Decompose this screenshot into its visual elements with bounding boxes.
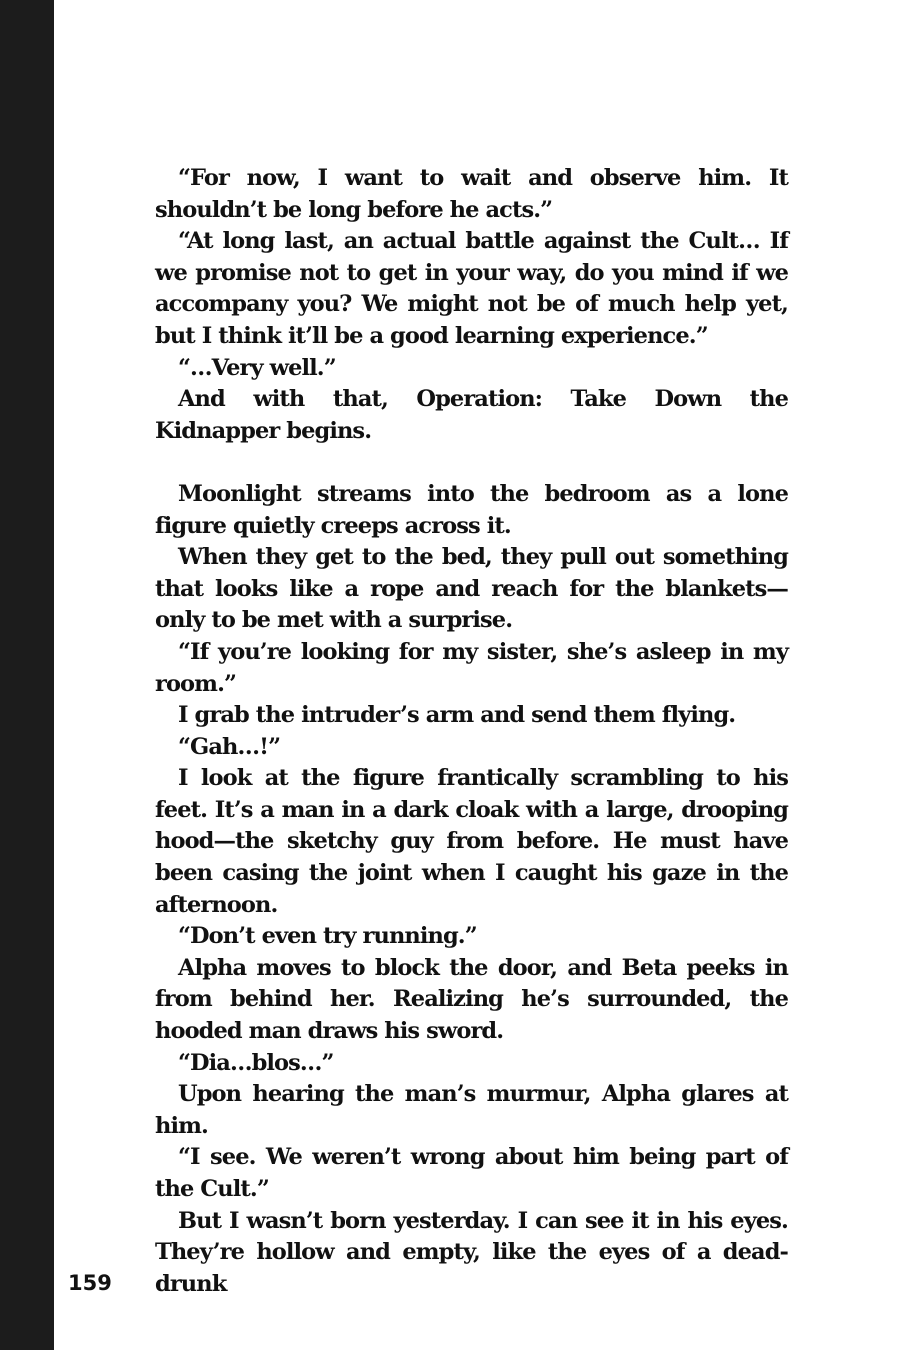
page-gutter-edge xyxy=(0,0,54,1350)
paragraph: But I wasn’t born yesterday. I can see it in his eyes. They’re hollow and empty, like the eyes of a dead-drunk xyxy=(155,1207,788,1297)
paragraph: “I see. We weren’t wrong about him being part of the Cult.” xyxy=(155,1144,788,1202)
paragraph: “Dia…blos…” xyxy=(178,1049,334,1076)
paragraph: “At long last, an actual battle against the Cult… If we promise not to get in your way, do you mind if we accompany you? We might not be of much help yet, but I think it’ll be a good learning experience.” xyxy=(155,228,788,349)
paragraph: I grab the intruder’s arm and send them flying. xyxy=(178,702,736,729)
paragraph: Moonlight streams into the bedroom as a lone figure quietly creeps across it. xyxy=(155,480,788,539)
paragraph: I look at the figure frantically scrambling to his feet. It’s a man in a dark cloak with a large, drooping hood—the sketchy guy from before. He must have been casing the joint when I caught his gaze in the afternoon. xyxy=(155,765,788,918)
paragraph: “For now, I want to wait and observe him. It shouldn’t be long before he acts.” xyxy=(155,165,788,223)
section-break xyxy=(155,447,788,479)
paragraph: When they get to the bed, they pull out something that looks like a rope and reach for the blankets—only to be met with a surprise. xyxy=(155,544,788,634)
paragraph: Upon hearing the man’s murmur, Alpha glares at him. xyxy=(155,1081,788,1139)
paragraph: “Don’t even try running.” xyxy=(178,923,477,950)
page-number: 159 xyxy=(68,1271,112,1295)
paragraph: “Gah…!” xyxy=(178,733,281,760)
paragraph: And with that, Operation: Take Down the Kidnapper begins. xyxy=(155,386,788,444)
body-text xyxy=(155,163,788,1300)
paragraph: “If you’re looking for my sister, she’s asleep in my room.” xyxy=(155,638,788,697)
paragraph: “…Very well.” xyxy=(178,354,336,381)
paragraph: Alpha moves to block the door, and Beta peeks in from behind her. Realizing he’s surrounded, the hooded man draws his sword. xyxy=(155,954,788,1045)
